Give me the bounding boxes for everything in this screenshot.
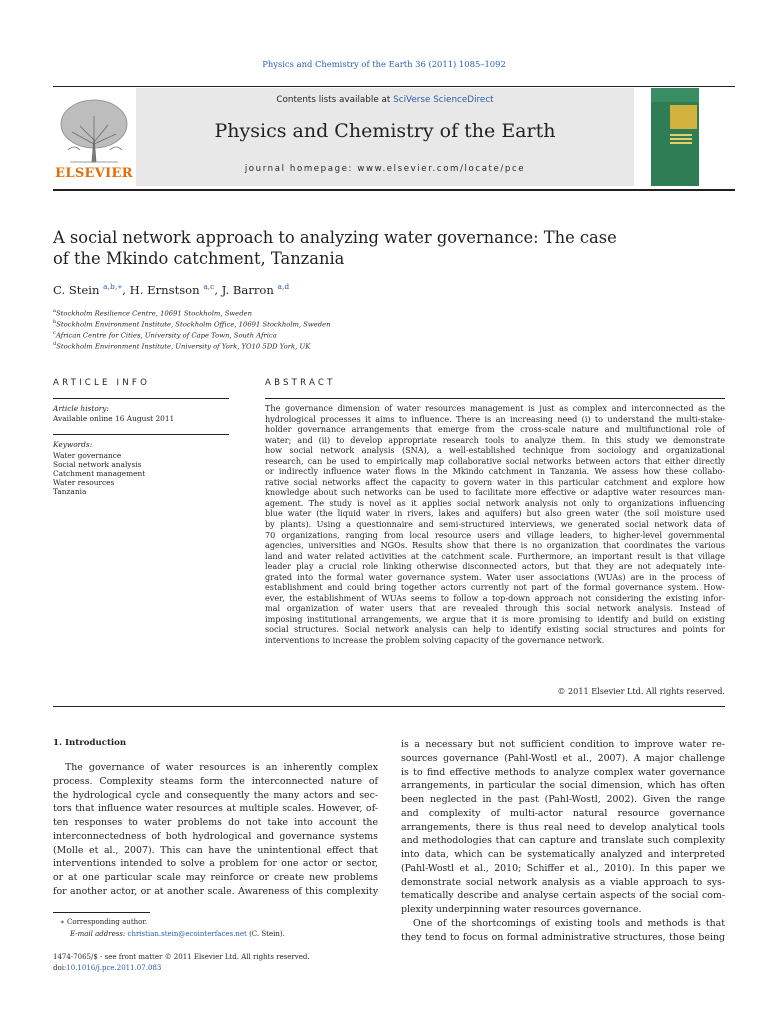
abstract-line: how social network analysis (SNA), a well-established technique from sociology and organizational: [265, 445, 725, 456]
affiliation-text: African Centre for Cities, University of Cape Town, South Africa: [55, 331, 277, 340]
body-line: interconnectedness of both hydrological and governance systems: [53, 830, 378, 842]
author-affiliation-marker[interactable]: a,d: [277, 282, 290, 291]
body-line-with-citation[interactable]: been neglected in the past (Pahl-Wostl, 2002). Given the range: [401, 794, 725, 805]
abstract-line: agencies, universities and NGOs. Results show that there is no organization that coordinates the various: [265, 540, 725, 551]
abstract-line: social structures. Social network analysis can help to identify existing social structures and points for: [265, 624, 725, 635]
journal-title: Physics and Chemistry of the Earth: [214, 120, 556, 142]
affiliation: [53, 330, 277, 339]
abstract-line: or indirectly influence water flows in the Mkindo catchment in Tanzania. We assess how these collabo-: [265, 466, 725, 477]
author-name: C. Stein: [53, 282, 104, 297]
elsevier-wordmark: ELSEVIER: [55, 166, 133, 181]
abstract-line: rative social networks affect the capacity to govern water in this particular catchment and explore how: [265, 476, 725, 487]
keyword: Catchment management: [53, 469, 146, 478]
email-label: E-mail address:: [70, 930, 126, 938]
abstract-line: holder governance arrangements that emerge from the cross-scale nature and multifunctional role of: [265, 424, 725, 435]
keyword: Social network analysis: [53, 460, 142, 469]
doi-prefix: doi:: [53, 964, 67, 972]
affiliation: [53, 308, 252, 317]
cover-title-block: [670, 105, 697, 129]
body-line-with-citation[interactable]: (Molle et al., 2007). This can have the unintentional effect that: [53, 844, 378, 856]
abstract-copyright: © 2011 Elsevier Ltd. All rights reserved.: [557, 686, 725, 696]
masthead-bottom-rule: [53, 189, 735, 191]
author-affiliation-marker[interactable]: a,b,∗: [103, 282, 123, 291]
affiliation-marker: d: [53, 341, 57, 347]
abstract-line: research, can be used to empirically map collaborative social networks between actors that either directly: [265, 455, 725, 466]
journal-cover-thumbnail: [651, 88, 699, 186]
keywords-rule: [53, 434, 229, 435]
author-list: [53, 282, 289, 297]
body-line: and methodologies that can capture and translate such complexity: [401, 835, 725, 847]
abstract-line: 70 organizations, ranging from local resource users and village leaders, to higher-level governmental: [265, 529, 725, 540]
author-name: J. Barron: [221, 282, 278, 297]
body-line: or at one particular scale may reinforce or create new problems: [53, 872, 378, 883]
corresponding-author-note: [60, 918, 147, 926]
cover-header-strip: [651, 88, 699, 102]
keyword: Water governance: [53, 451, 122, 460]
history-value: Available online 16 August 2011: [53, 414, 175, 423]
journal-homepage[interactable]: journal homepage: www.elsevier.com/locate/pce: [244, 164, 526, 174]
keyword: Water resources: [53, 478, 115, 487]
body-line: arrangements, in particular the social dimension, which has often: [401, 780, 725, 792]
abstract-line: agement. The study is novel as it applies social network analysis not only to organizations influencing: [265, 497, 725, 508]
intro-right-column: [401, 738, 725, 944]
body-line: One of the shortcomings of existing tools and methods is that: [413, 917, 725, 929]
keywords-list: [53, 451, 145, 496]
body-line: is a necessary but not sufficient condition to improve water re-: [401, 739, 725, 750]
article-info-rule: [53, 398, 229, 399]
affiliation-marker: c: [53, 330, 56, 336]
article-title-line: of the Mkindo catchment, Tanzania: [53, 248, 345, 268]
affiliation: [53, 341, 310, 350]
body-line: and complexity of multi-actor natural resource governance: [401, 807, 725, 819]
abstract-line: grated into the formal water governance system. Water user associations (WUAs) are in the process of: [265, 571, 725, 582]
abstract-line: The governance dimension of water resources management is just as complex and interconnected as the: [265, 403, 725, 413]
history-label: Article history:: [53, 404, 109, 413]
body-line: into data, which can be systematically analyzed and interpreted: [401, 849, 725, 860]
body-line-with-citation[interactable]: sources governance (Pahl-Wostl et al., 2007). A major challenge: [401, 752, 725, 764]
body-line: is to find effective methods to analyze complex water governance: [401, 766, 725, 778]
abstract-line: imposing institutional arrangements, we argue that it is more promising to identify and build on existing: [265, 613, 725, 624]
body-line: tors that influence water resources at multiple scales. However, of-: [53, 803, 378, 815]
body-line: demonstrate social network analysis as a viable approach to sys-: [401, 876, 725, 888]
intro-left-column: [53, 761, 378, 899]
journal-citation-link[interactable]: Physics and Chemistry of the Earth 36 (2011) 1085–1092: [262, 59, 506, 69]
abstract-heading: ABSTRACT: [265, 378, 336, 388]
affiliation: [53, 319, 331, 328]
email-note: [70, 930, 285, 938]
article-info-heading: ARTICLE INFO: [53, 378, 151, 388]
abstract-line: mal organization of water users that are revealed through this social network analysis. Instead of: [265, 603, 725, 614]
abstract-line: ever, the establishment of WUAs seems to follow a top-down approach not considering the existing infor-: [265, 592, 725, 603]
doi-link[interactable]: 10.1016/j.pce.2011.07.083: [66, 964, 162, 972]
abstract-line: interventions to increase the problem solving capacity of the governance network.: [265, 635, 605, 646]
author-separator: ,: [122, 282, 130, 297]
body-line: plexity underpinning water resources governance.: [401, 904, 642, 915]
masthead-top-rule: [53, 86, 735, 87]
keyword: Tanzania: [53, 487, 87, 496]
abstract-body: [265, 403, 725, 646]
contents-prefix: Contents lists available at: [276, 95, 394, 105]
author-separator: ,: [214, 282, 222, 297]
footnote-rule: [53, 912, 150, 913]
email-link[interactable]: christian.stein@ecointerfaces.net: [127, 930, 247, 938]
keywords-label: Keywords:: [53, 440, 93, 449]
affiliation-marker: a: [53, 308, 56, 314]
abstract-bottom-rule: [53, 706, 725, 707]
article-title: [53, 228, 653, 269]
abstract-line: by plants). Using a questionnaire and semi-structured interviews, we generated social network data of: [265, 519, 725, 530]
author-name: H. Ernstson: [129, 282, 204, 297]
affiliation-text: Stockholm Environment Institute, Stockholm Office, 10691 Stockholm, Sweden: [56, 320, 331, 329]
abstract-line: blue water (the liquid water in rivers, lakes and aquifers) but also green water (the soil moisture used: [265, 508, 725, 519]
abstract-line: hydrological processes it aims to influence. There is an increasing need (i) to understand the multi-stake-: [265, 413, 725, 424]
corresponding-marker: ∗: [60, 918, 65, 926]
issn-line: 1474-7065/$ - see front matter © 2011 Elsevier Ltd. All rights reserved.: [53, 953, 310, 961]
sciencedirect-link[interactable]: SciVerse ScienceDirect: [393, 95, 494, 105]
affiliation-text: Stockholm Resilience Centre, 10691 Stockholm, Sweden: [55, 309, 252, 318]
body-line: for another actor, or at another scale. Awareness of this complexity: [53, 885, 378, 897]
doi-line: [53, 964, 161, 972]
abstract-line: knowledge about such networks can be used to facilitate more effective or adaptive water resources man-: [265, 487, 725, 498]
body-line: The governance of water resources is an inherently complex: [65, 762, 378, 773]
abstract-line: establishment and could bring together actors currently not part of the formal governance system. How-: [265, 582, 725, 593]
email-suffix: (C. Stein).: [249, 930, 285, 938]
body-line: interventions intended to solve a problem for one actor or sector,: [53, 858, 378, 870]
body-line-with-citation[interactable]: (Pahl-Wostl et al., 2010; Schiffer et al., 2010). In this paper we: [401, 862, 725, 874]
body-line: they tend to focus on formal administrative structures, those being: [401, 931, 725, 943]
abstract-line: leader play a crucial role linking otherwise disconnected actors, but that they are not adequately inte-: [265, 561, 725, 572]
contents-line: [136, 95, 634, 105]
body-line: the hydrological cycle and consequently the many actors and sec-: [53, 789, 378, 801]
corresponding-label: Corresponding author.: [67, 918, 148, 926]
affiliation-text: Stockholm Environment Institute, University of York, YO10 5DD York, UK: [56, 342, 311, 351]
abstract-rule: [265, 398, 725, 399]
abstract-line: water; and (ii) to develop appropriate research tools to analyze them. In this study we demonstrate: [265, 434, 725, 445]
body-line: tematically describe and analyse certain aspects of the social com-: [401, 890, 725, 902]
article-title-line: A social network approach to analyzing water governance: The case: [53, 228, 617, 247]
body-line: arrangements, there is thus real need to develop analytical tools: [401, 821, 725, 833]
author-affiliation-marker[interactable]: a,c: [203, 282, 215, 291]
abstract-line: land and water related activities at the catchment scale. Furthermore, an important result is that village: [265, 550, 725, 561]
body-line: process. Complexity steams form the interconnected nature of: [53, 775, 378, 787]
body-line: ten responses to water problems do not take into account the: [53, 817, 378, 828]
affiliation-marker: b: [53, 319, 57, 325]
introduction-heading: 1. Introduction: [53, 738, 127, 748]
